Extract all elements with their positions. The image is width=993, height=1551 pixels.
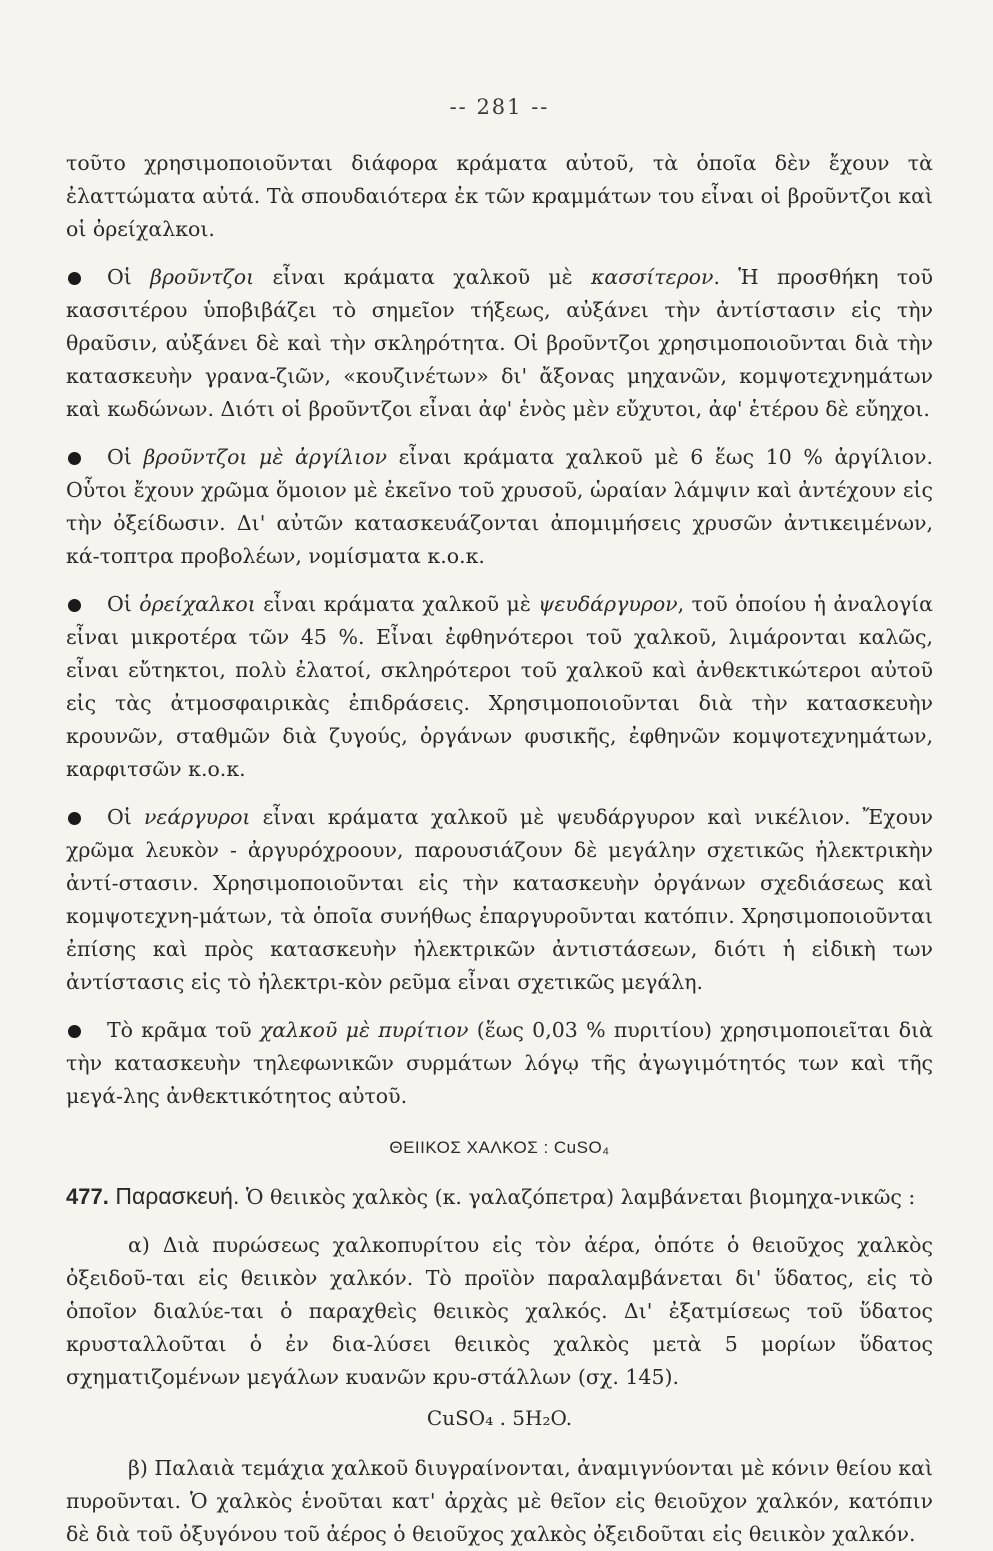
bullet-icon [68, 812, 81, 825]
bullet-icon [68, 1025, 81, 1038]
bullet-icon [68, 599, 81, 612]
brass-paragraph: Οἱ ὀρείχαλκοι εἶναι κράματα χαλκοῦ μὲ ψευδάργυρον, τοῦ ὁποίου ἡ ἀναλογία εἶναι μικροτέρα τῶν 45 %. Εἶναι ἐφθηνότεροι τοῦ χαλκοῦ, λιμάρονται καλῶς, εἶναι εὔτηκτοι, πολὺ ἐλατοί, σκληρότεροι τοῦ χαλκοῦ καὶ ἀνθεκτικώτεροι αὐτοῦ εἰς τὰς ἀτμοσφαιρικὰς ἐπιδράσεις. Χρησιμοποιοῦνται διὰ τὴν κατασκευὴν κρουνῶν, σταθμῶν διὰ ζυγούς, ὀργάνων φυσικῆς, ἐφθηνῶν κομψοτεχνημάτων, καρφιτσῶν κ.ο.κ. [66, 592, 933, 781]
section-heading: ΘΕΙΙΚΟΣ ΧΑΛΚΟΣ : CuSO₄ [389, 1138, 610, 1157]
term-zinc: ψευδάργυρον [538, 592, 678, 616]
page-number: -- 281 -- [449, 95, 550, 119]
bullet-icon [68, 452, 81, 465]
intro-paragraph: τοῦτο χρησιμοποιοῦνται διάφορα κράματα αὐτοῦ, τὰ ὁποῖα δὲν ἔχουν τὰ ἐλαττώματα αὐτά. Τὰ σπουδαιότερα ἐκ τῶν κραμμάτων του εἶναι οἱ βροῦντζοι καὶ οἱ ὀρείχαλκοι. [66, 151, 933, 241]
aluminium-bronze-paragraph: Οἱ βροῦντζοι μὲ ἀργίλιον εἶναι κράματα χαλκοῦ μὲ 6 ἕως 10 % ἀργίλιον. Οὗτοι ἔχουν χρῶμα ὅμοιον μὲ ἐκεῖνο τοῦ χρυσοῦ, ὡραίαν λάμψιν καὶ ἀντέχουν εἰς τὴν ὀξείδωσιν. Δι' αὐτῶν κατασκευάζονται ἀπομιμήσεις χρυσῶν ἀντικειμένων, κά-τοπτρα προβολέων, νομίσματα κ.ο.κ. [66, 445, 933, 568]
bronze-paragraph: Οἱ βροῦντζοι εἶναι κράματα χαλκοῦ μὲ κασσίτερον. Ἡ προσθήκη τοῦ κασσιτέρου ὑποβιβάζει τὸ σημεῖον τήξεως, αὐξάνει τὴν ἀντίστασιν εἰς τὴν θραῦσιν, αὐξάνει δὲ καὶ τὴν σκληρότητα. Οἱ βροῦντζοι χρησιμοποιοῦνται διὰ τὴν κατασκευὴν γρανα-ζιῶν, «κουζινέτων» δι' ἄξονας μηχανῶν, κομψοτεχνημάτων καὶ κωδώνων. Διότι οἱ βροῦντζοι εἶναι ἀφ' ἑνὸς μὲν εὔχυτοι, ἀφ' ἑτέρου δὲ εὔηχοι. [66, 265, 933, 421]
term-brass: ὀρείχαλκοι [139, 592, 256, 616]
term-silicon-copper: χαλκοῦ μὲ πυρίτιον [259, 1018, 469, 1042]
nickel-silver-paragraph: Οἱ νεάργυροι εἶναι κράματα χαλκοῦ μὲ ψευδάργυρον καὶ νικέλιον. Ἔχουν χρῶμα λευκὸν - ἀργυρόχροουν, παρουσιάζουν δὲ μεγάλην σχετικῶς ἠλεκτρικὴν ἀντί-στασιν. Χρησιμοποιοῦνται εἰς τὴν κατασκευὴν ὀργάνων σχεδιάσεως καὶ κομψοτεχνη-μάτων, τὰ ὁποῖα συνήθως ἐπαργυροῦνται κατόπιν. Χρησιμοποιοῦνται ἐπίσης καὶ πρὸς κατασκευὴν ἠλεκτρικῶν ἀντιστάσεων, διότι ἡ εἰδικὴ των ἀντίστασις εἰς τὸ ἠλεκτρι-κὸν ρεῦμα εἶναι σχετικῶς μεγάλη. [66, 805, 933, 994]
term-bronze: βροῦντζοι [150, 265, 255, 289]
term-tin: κασσίτερον [590, 265, 714, 289]
term-nickel-silver: νεάργυροι [143, 805, 251, 829]
chemical-formula: CuSO₄ . 5H₂O. [426, 1406, 573, 1430]
section-number: 477. [66, 1184, 109, 1209]
bullet-icon [68, 272, 81, 285]
silicon-copper-paragraph: Τὸ κρᾶμα τοῦ χαλκοῦ μὲ πυρίτιον (ἕως 0,03 % πυριτίου) χρησιμοποιεῖται διὰ τὴν κατασκευὴν τηλεφωνικῶν συρμάτων λόγῳ τῆς ἀγωγιμότητός των καὶ τῆς μεγά-λης ἀνθεκτικότητος αὐτοῦ. [66, 1018, 933, 1108]
term-aluminium-bronze: βροῦντζοι μὲ ἀργίλιον [143, 445, 387, 469]
section-477-paragraph: 477. Παρασκευή. Ὁ θειικὸς χαλκὸς (κ. γαλαζόπετρα) λαμβάνεται βιομηχα-νικῶς : [66, 1183, 916, 1209]
section-title: Παρασκευή. [115, 1183, 240, 1209]
step-b-paragraph: β) Παλαιὰ τεμάχια χαλκοῦ διυγραίνονται, ἀναμιγνύονται μὲ κόνιν θείου καὶ πυροῦνται. Ὁ χαλκὸς ἑνοῦται κατ' ἀρχὰς μὲ θεῖον εἰς θειοῦχον χαλκόν, κατόπιν δὲ διὰ τοῦ ὀξυγόνου τοῦ ἀέρος ὁ θειοῦχος χαλκὸς ὀξειδοῦται εἰς θειικὸν χαλκόν. [66, 1456, 933, 1546]
step-a-paragraph: α) Διὰ πυρώσεως χαλκοπυρίτου εἰς τὸν ἀέρα, ὁπότε ὁ θειοῦχος χαλκὸς ὀξειδοῦ-ται εἰς θειικὸν χαλκόν. Τὸ προϊὸν παραλαμβάνεται δι' ὕδατος, εἰς τὸ ὁποῖον διαλύε-ται ὁ παραχθεὶς θειικὸς χαλκός. Δι' ἐξατμίσεως τοῦ ὕδατος κρυσταλλοῦται ὁ ἐν δια-λύσει θειικὸς χαλκὸς μετὰ 5 μορίων ὕδατος σχηματιζομένων μεγάλων κυανῶν κρυ-στάλλων (σχ. 145). [66, 1233, 933, 1389]
